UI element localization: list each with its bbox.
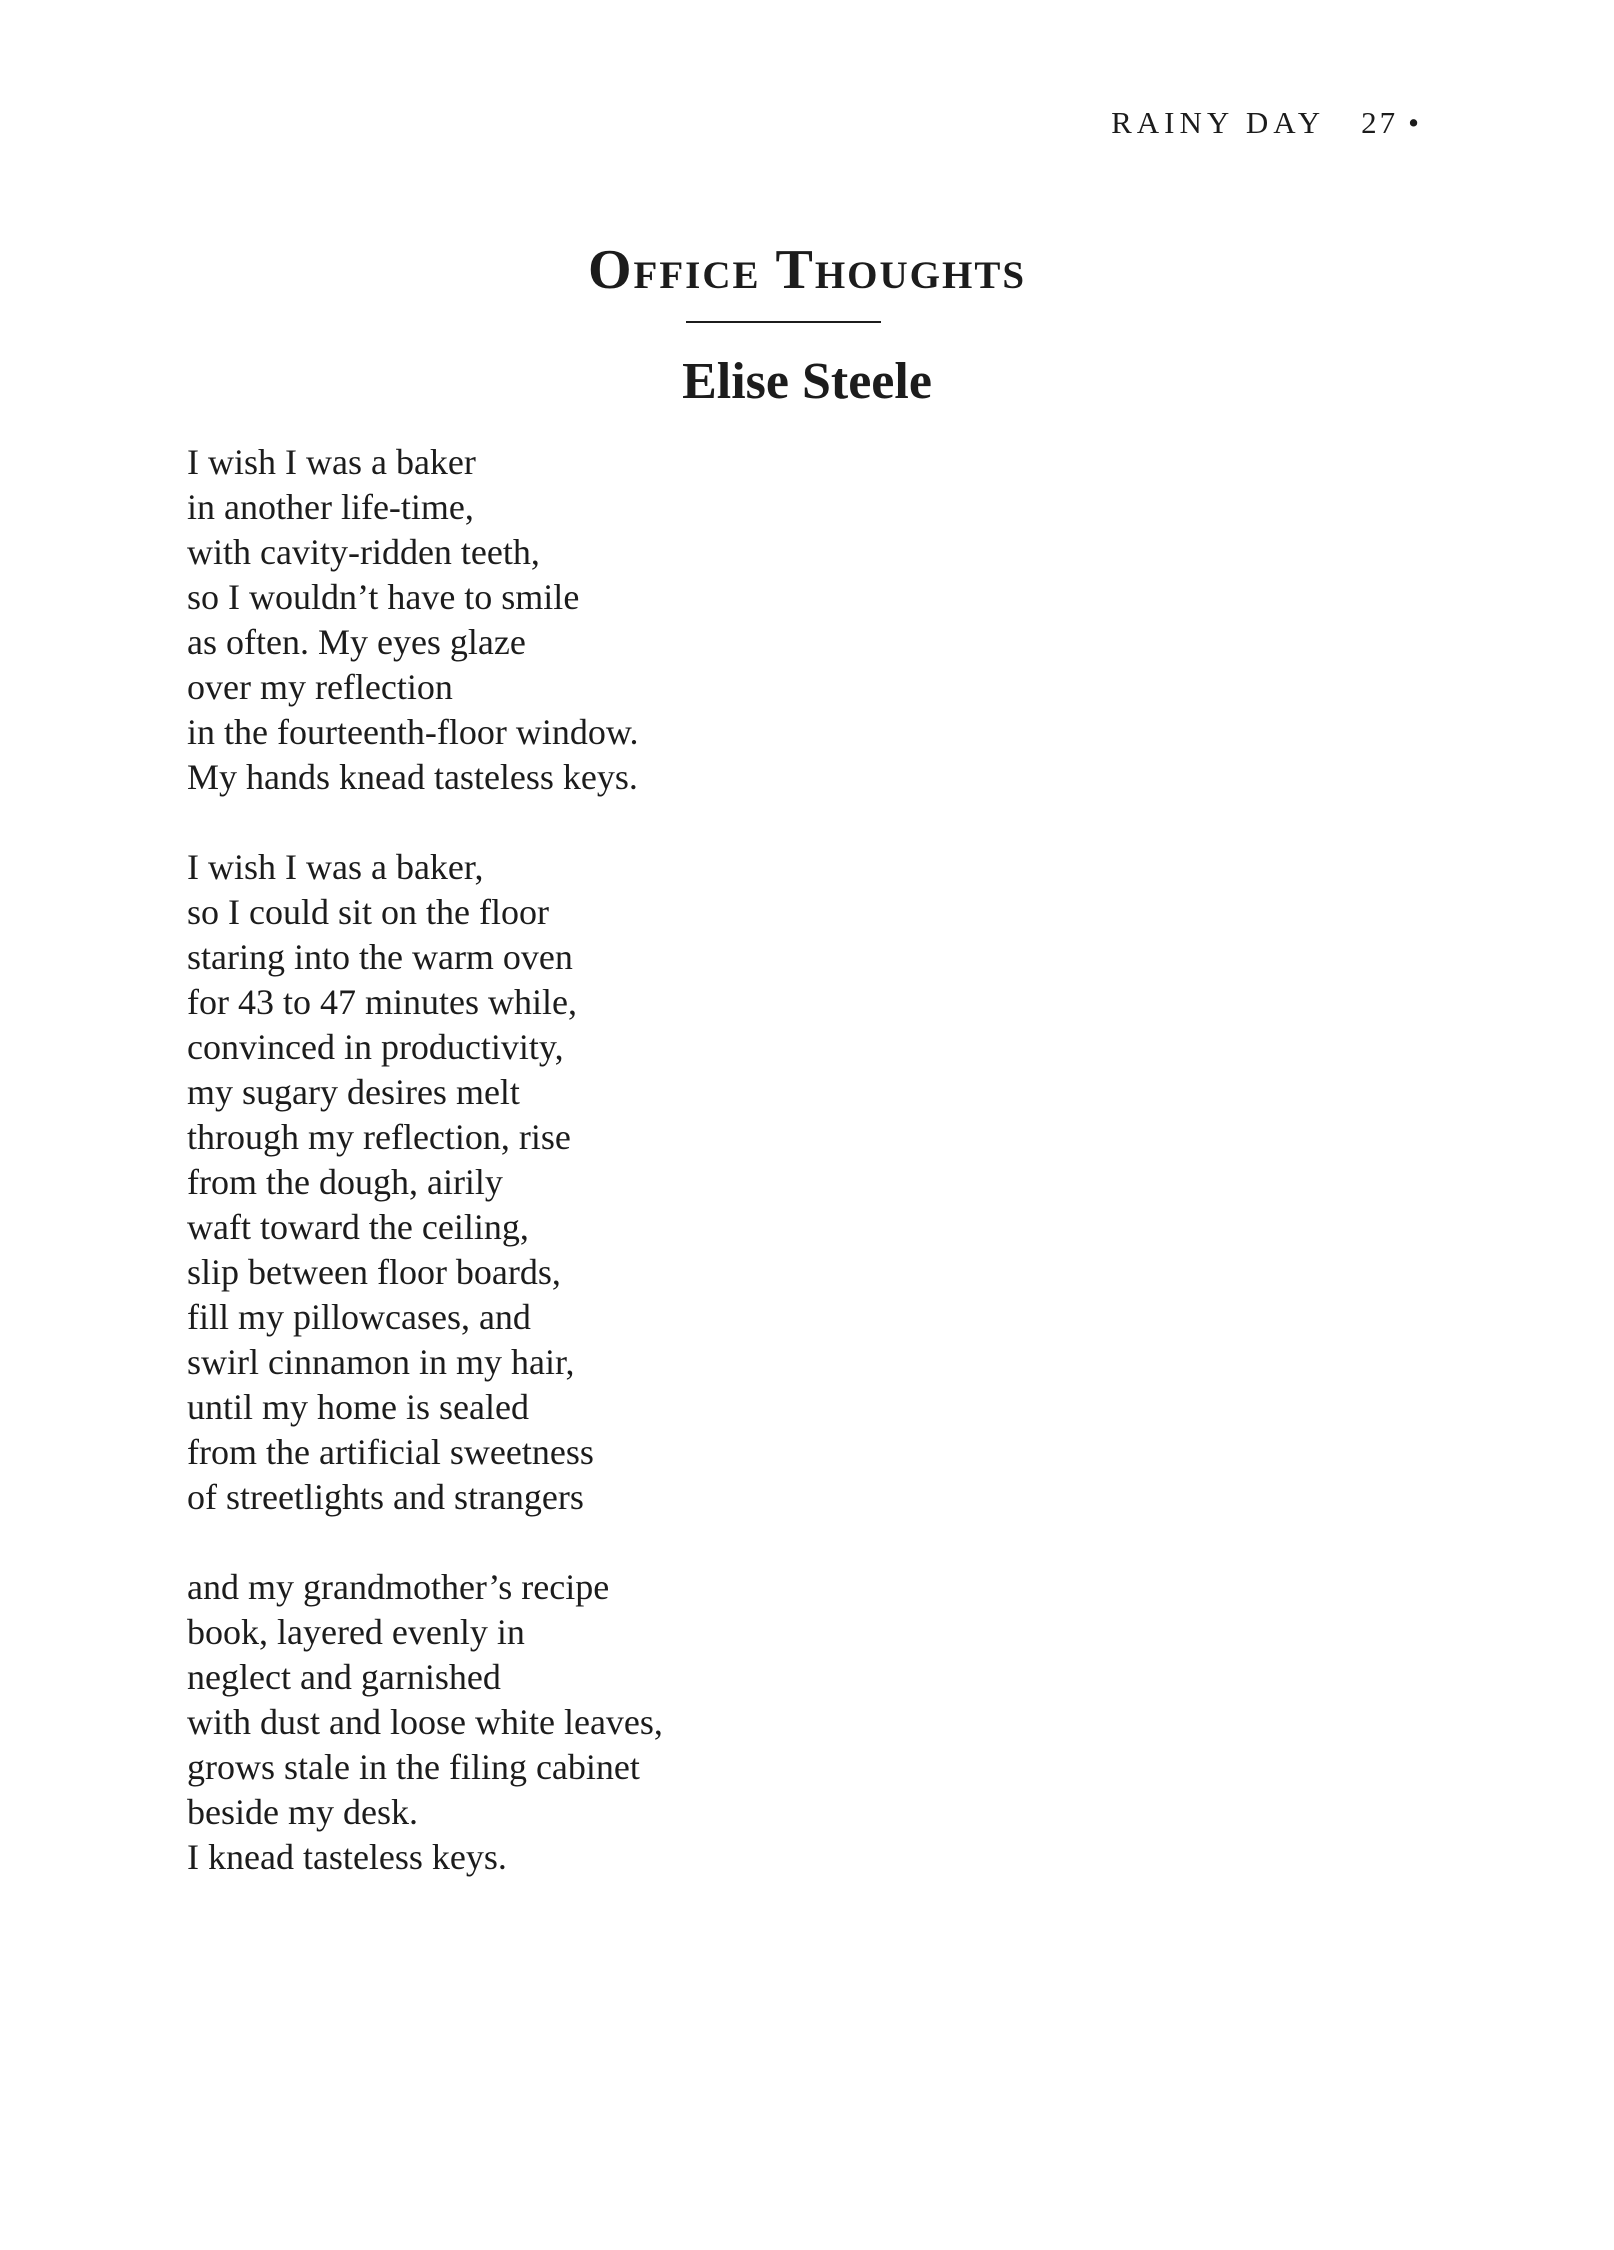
poem-line: as often. My eyes glaze [187, 622, 526, 662]
poem-line: through my reflection, rise [187, 1117, 571, 1157]
poem-line: waft toward the ceiling, [187, 1207, 529, 1247]
poem-line: I wish I was a baker, [187, 847, 484, 887]
poem-line: over my reflection [187, 667, 453, 707]
poem-line: for 43 to 47 minutes while, [187, 982, 577, 1022]
poem-line: so I wouldn’t have to smile [187, 577, 580, 617]
title-divider [686, 321, 881, 323]
poem-line: in the fourteenth-floor window. [187, 712, 639, 752]
poem-line: from the dough, airily [187, 1162, 503, 1202]
poem-title: Office Thoughts [587, 239, 1027, 301]
poem-line: with cavity-ridden teeth, [187, 532, 540, 572]
poem-line: from the artificial sweetness [187, 1432, 594, 1472]
poem-line: neglect and garnished [187, 1657, 501, 1697]
poem-line: my sugary desires melt [187, 1072, 520, 1112]
bullet-icon: • [1408, 105, 1419, 140]
stanza-3 [187, 1565, 663, 1880]
poem-line: grows stale in the filing cabinet [187, 1747, 640, 1787]
poem-body [187, 440, 663, 1925]
running-head-section: RAINY DAY [1111, 105, 1326, 140]
poem-line: in another life-time, [187, 487, 474, 527]
poem-line: I knead tasteless keys. [187, 1837, 507, 1877]
poem-line: so I could sit on the floor [187, 892, 549, 932]
poem-line: convinced in productivity, [187, 1027, 564, 1067]
poem-line: beside my desk. [187, 1792, 418, 1832]
poem-line: slip between floor boards, [187, 1252, 561, 1292]
poem-line: book, layered evenly in [187, 1612, 525, 1652]
poem-line: I wish I was a baker [187, 442, 476, 482]
poem-line: fill my pillowcases, and [187, 1297, 531, 1337]
poem-line: and my grandmother’s recipe [187, 1567, 610, 1607]
poem-author: Elise Steele [682, 353, 932, 410]
page-number: 27 [1361, 105, 1399, 140]
poem-line: of streetlights and strangers [187, 1477, 584, 1517]
poem-line: until my home is sealed [187, 1387, 529, 1427]
poem-line: staring into the warm oven [187, 937, 573, 977]
stanza-1 [187, 440, 663, 800]
running-head [1111, 105, 1419, 141]
stanza-2 [187, 845, 663, 1520]
poem-line: swirl cinnamon in my hair, [187, 1342, 575, 1382]
poem-line: with dust and loose white leaves, [187, 1702, 663, 1742]
poem-line: My hands knead tasteless keys. [187, 757, 638, 797]
